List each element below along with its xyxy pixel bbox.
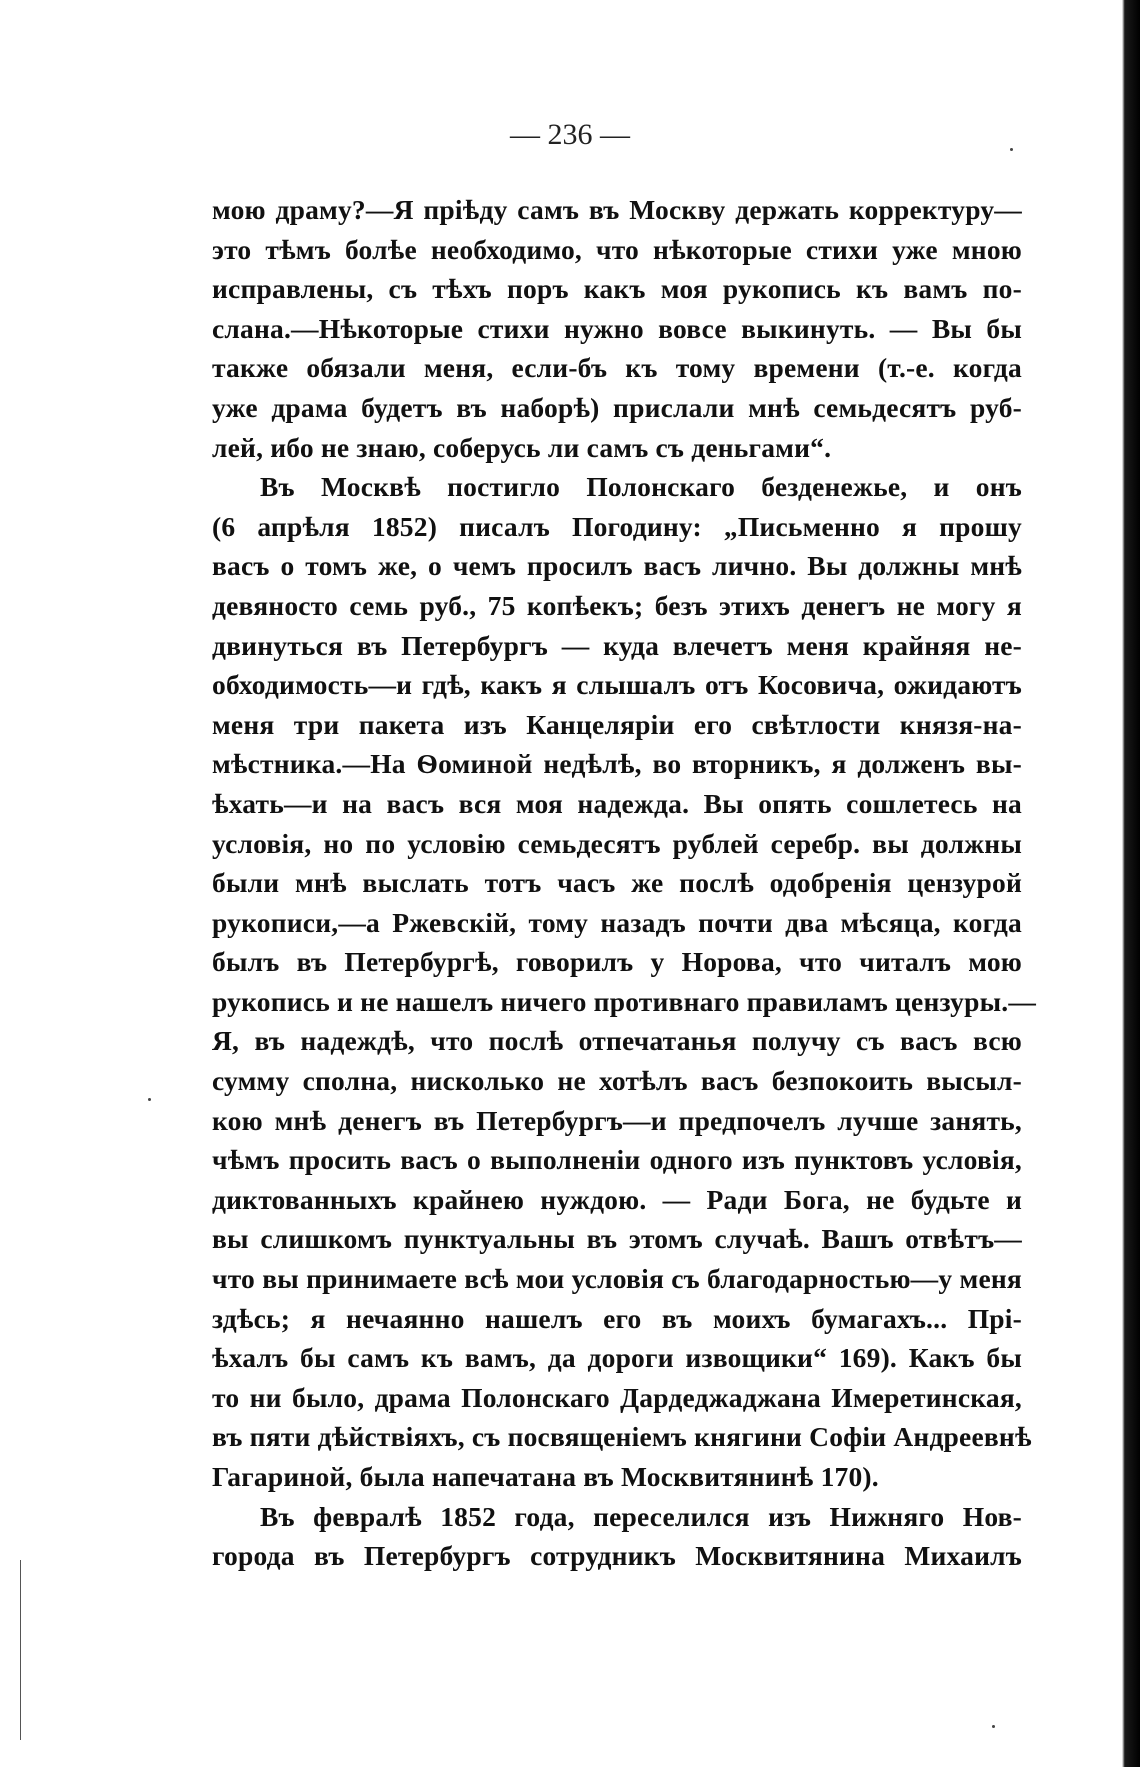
text-line: ѣхать—и на васъ вся моя надежда. Вы опять сошлетесь на (212, 787, 1022, 819)
text-line: девяносто семь руб., 75 копѣекъ; безъ этихъ денегъ не могу я (212, 589, 1022, 621)
text-line: кою мнѣ денегъ въ Петербургъ—и предпочелъ лучше занять, (212, 1104, 1022, 1136)
text-line: Я, въ надеждѣ, что послѣ отпечатанья получу съ васъ всю (212, 1025, 1022, 1057)
text-line: чѣмъ просить васъ о выполненіи одного изъ пунктовъ условія, (212, 1144, 1022, 1176)
text-line: также обязали меня, если-бъ къ тому времени (т.-е. когда (212, 352, 1022, 384)
body-text (212, 190, 1037, 1576)
text-line: меня три пакета изъ Канцеляріи его свѣтлости князя-на- (212, 708, 1022, 740)
text-line: васъ о томъ же, о чемъ просилъ васъ лично. Вы должны мнѣ (212, 550, 1022, 582)
page-edge-shadow (1100, 0, 1140, 1767)
text-line: рукопись и не нашелъ ничего противнаго правиламъ цензуры.— (212, 985, 1037, 1017)
text-line: диктованныхъ крайнею нуждою. — Ради Бога, не будьте и (212, 1183, 1022, 1215)
text-line: то ни было, драма Полонскаго Дардеджаджана Имеретинская, (212, 1381, 1022, 1413)
page-edge-line (20, 1560, 21, 1740)
text-line: слана.—Нѣкоторые стихи нужно вовсе выкинуть. — Вы бы (212, 312, 1022, 344)
scan-speck (992, 1725, 995, 1728)
text-line: исправлены, съ тѣхъ поръ какъ моя рукопись къ вамъ по- (212, 273, 1022, 305)
scan-speck (148, 1098, 151, 1101)
text-line: въ пяти дѣйствіяхъ, съ посвященіемъ княгини Софіи Андреевнѣ (212, 1421, 1032, 1453)
text-line: города въ Петербургъ сотрудникъ Москвитянина Михаилъ (212, 1540, 1022, 1572)
text-line: Гагариной, была напечатана въ Москвитянинѣ 170). (212, 1461, 879, 1492)
scan-speck (1010, 148, 1013, 151)
text-line: что вы принимаете всѣ мои условія съ благодарностью—у меня (212, 1263, 1022, 1295)
text-line: это тѣмъ болѣе необходимо, что нѣкоторые стихи уже мною (212, 233, 1022, 265)
text-line: вы слишкомъ пунктуальны въ этомъ случаѣ. Вашъ отвѣтъ— (212, 1223, 1022, 1255)
text-line: мѣстника.—На Ѳоминой недѣлѣ, во вторникъ, я долженъ вы- (212, 748, 1022, 780)
text-line: рукописи,—а Ржевскій, тому назадъ почти два мѣсяца, когда (212, 906, 1022, 938)
text-line: уже драма будетъ въ наборѣ) прислали мнѣ семьдесятъ руб- (212, 391, 1022, 423)
text-line: сумму сполна, нисколько не хотѣлъ васъ безпокоить высыл- (212, 1065, 1022, 1097)
text-line: лей, ибо не знаю, соберусь ли самъ съ деньгами“. (212, 431, 832, 463)
text-line: Въ февралѣ 1852 года, переселился изъ Нижняго Нов- (260, 1500, 1022, 1532)
text-line: обходимость—и гдѣ, какъ я слышалъ отъ Косовича, ожидаютъ (212, 669, 1022, 701)
text-line: условія, но по условію семьдесятъ рублей серебр. вы должны (212, 827, 1022, 859)
text-line: былъ въ Петербургѣ, говорилъ у Норова, что читалъ мою (212, 946, 1022, 978)
text-line: ѣхалъ бы самъ къ вамъ, да дороги извощики“ 169). Какъ бы (212, 1342, 1022, 1374)
text-line: (6 апрѣля 1852) писалъ Погодину: „Письменно я прошу (212, 510, 1022, 542)
page-number: — 236 — (510, 118, 630, 151)
text-line: были мнѣ выслать тотъ часъ же послѣ одобренія цензурой (212, 867, 1022, 899)
text-line: Въ Москвѣ постигло Полонскаго безденежье, и онъ (260, 471, 1022, 503)
text-line: здѣсь; я нечаянно нашелъ его въ моихъ бумагахъ... Прі- (212, 1302, 1022, 1334)
text-line: двинуться въ Петербургъ — куда влечетъ меня крайняя не- (212, 629, 1022, 661)
text-line: мою драму?—Я пріѣду самъ въ Москву держать корректуру— (212, 194, 1022, 225)
